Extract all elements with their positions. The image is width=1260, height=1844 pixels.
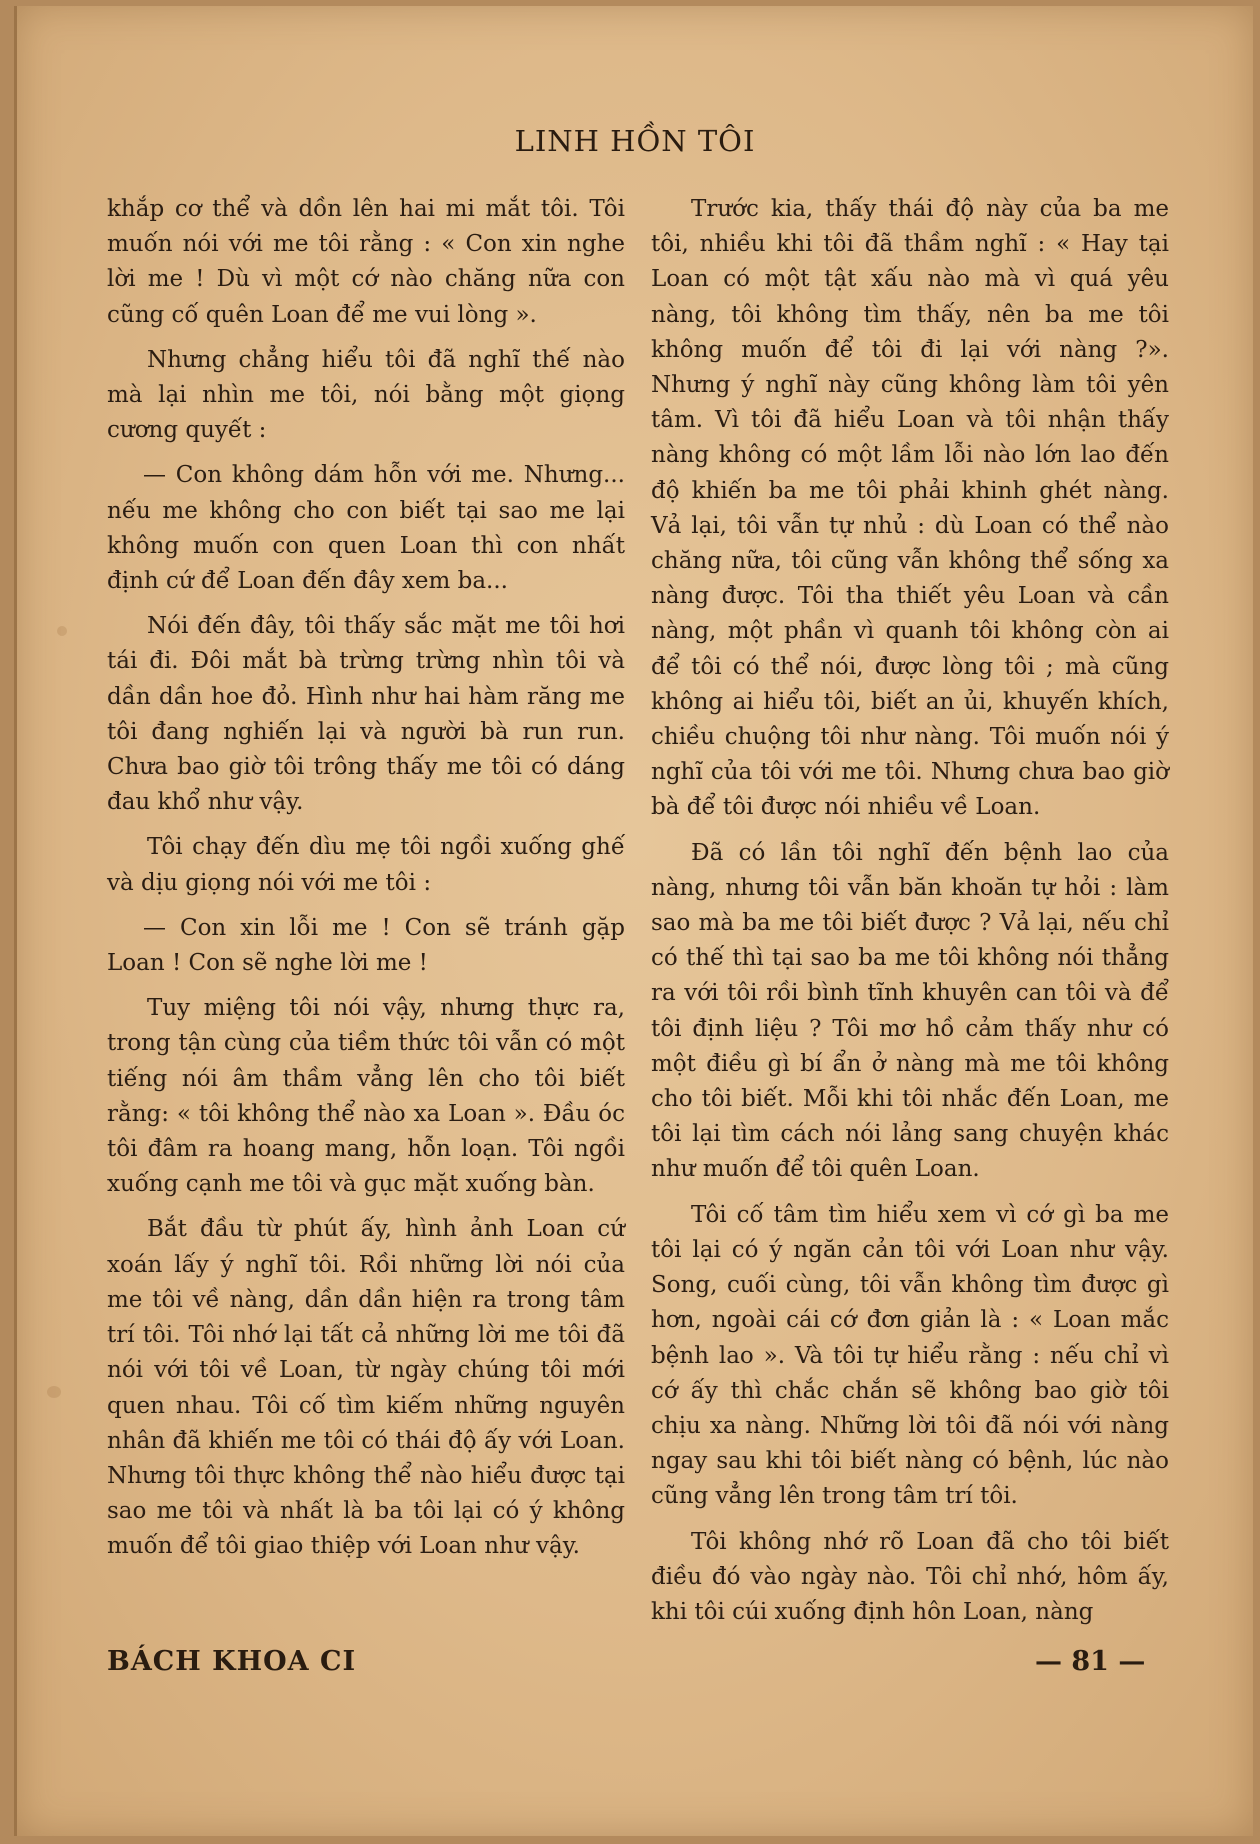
- paragraph: khắp cơ thể và dồn lên hai mi mắt tôi. Tôi muốn nói với me tôi rằng : « Con xin nghe lời me ! Dù vì một cớ nào chăng nữa con cũng cố quên Loan để me vui lòng ».: [107, 196, 625, 328]
- paragraph: Tôi cố tâm tìm hiểu xem vì cớ gì ba me tôi lại có ý ngăn cản tôi với Loan như vậy. Song, cuối cùng, tôi vẫn không tìm được gì hơn, ngoài cái cớ đơn giản là : « Loan mắc bệnh lao ». Và tôi tự hiểu rằng : nếu chỉ vì cớ ấy thì chắc chắn sẽ không bao giờ tôi chịu xa nàng. Những lời tôi đã nói với nàng ngay sau khi tôi biết nàng có bệnh, lúc nào cũng vẳng lên trong tâm trí tôi.: [651, 1201, 1169, 1510]
- paragraph: Nói đến đây, tôi thấy sắc mặt me tôi hơi tái đi. Đôi mắt bà trừng trừng nhìn tôi và dần dần hoe đỏ. Hình như hai hàm răng me tôi đang nghiến lại và người bà run run. Chưa bao giờ tôi trông thấy me tôi có dáng đau khổ như vậy.: [107, 613, 625, 816]
- paragraph: Đã có lần tôi nghĩ đến bệnh lao của nàng, nhưng tôi vẫn băn khoăn tự hỏi : làm sao mà ba me tôi biết được ? Vả lại, nếu chỉ có thế thì tại sao ba me tôi không nói thẳng ra với tôi rồi bình tĩnh khuyên can tôi và để tôi định liệu ? Tôi mơ hồ cảm thấy như có một điều gì bí ẩn ở nàng mà me tôi không cho tôi biết. Mỗi khi tôi nhắc đến Loan, me tôi lại tìm cách nói lảng sang chuyện khác như muốn để tôi quên Loan.: [651, 839, 1169, 1183]
- paragraph: Tuy miệng tôi nói vậy, nhưng thực ra, trong tận cùng của tiềm thức tôi vẫn có một tiếng nói âm thầm vẳng lên cho tôi biết rằng: « tôi không thể nào xa Loan ». Đầu óc tôi đâm ra hoang mang, hỗn loạn. Tôi ngồi xuống cạnh me tôi và gục mặt xuống bàn.: [107, 995, 625, 1198]
- paragraph: Tôi không nhớ rõ Loan đã cho tôi biết điều đó vào ngày nào. Tôi chỉ nhớ, hôm ấy, khi tôi cúi xuống định hôn Loan, nàng: [651, 1528, 1169, 1625]
- paragraph: Trước kia, thấy thái độ này của ba me tôi, nhiều khi tôi đã thầm nghĩ : « Hay tại Loan có một tật xấu nào mà vì quá yêu nàng, tôi không tìm thấy, nên ba me tôi không muốn để tôi đi lại với nàng ?». Nhưng ý nghĩ này cũng không làm tôi yên tâm. Vì tôi đã hiểu Loan và tôi nhận thấy nàng không có một lầm lỗi nào lớn lao đến độ khiến ba me tôi phải khinh ghét nàng. Vả lại, tôi vẫn tự nhủ : dù Loan có thể nào chăng nữa, tôi cũng vẫn không thể sống xa nàng được. Tôi tha thiết yêu Loan và cần nàng, một phần vì quanh tôi không còn ai để tôi có thể nói, được lòng tôi ; mà cũng không ai hiểu tôi, biết an ủi, khuyến khích, chiều chuộng tôi như nàng. Tôi muốn nói ý nghĩ của tôi với me tôi. Nhưng chưa bao giờ bà để tôi được nói nhiều về Loan.: [651, 196, 1169, 821]
- dialogue-paragraph: — Con xin lỗi me ! Con sẽ tránh gặp Loan ! Con sẽ nghe lời me !: [107, 914, 625, 977]
- running-header: LINH HỒN TÔI: [514, 124, 756, 158]
- magazine-page: [14, 6, 1253, 1836]
- paper-stain: [57, 626, 67, 636]
- paper-stain: [47, 1386, 61, 1398]
- left-column: [107, 192, 625, 1575]
- paragraph: Tôi chạy đến dìu mẹ tôi ngồi xuống ghế và dịu giọng nói với me tôi :: [107, 834, 625, 896]
- paragraph: Bắt đầu từ phút ấy, hình ảnh Loan cứ xoán lấy ý nghĩ tôi. Rồi những lời nói của me tôi về nàng, dần dần hiện ra trong tâm trí tôi. Tôi nhớ lại tất cả những lời me tôi đã nói với tôi về Loan, từ ngày chúng tôi mới quen nhau. Tôi cố tìm kiếm những nguyên nhân đã khiến me tôi có thái độ ấy với Loan. Nhưng tôi thực không thể nào hiểu được tại sao me tôi và nhất là ba tôi lại có ý không muốn để tôi giao thiệp với Loan như vậy.: [107, 1216, 625, 1560]
- magazine-name: BÁCH KHOA CI: [107, 1646, 357, 1677]
- dialogue-paragraph: — Con không dám hỗn với me. Nhưng... nếu me không cho con biết tại sao me lại không muốn con quen Loan thì con nhất định cứ để Loan đến đây xem ba...: [107, 462, 625, 595]
- page-number: — 81 —: [1035, 1646, 1146, 1677]
- right-column: [651, 192, 1169, 1640]
- paragraph: Nhưng chẳng hiểu tôi đã nghĩ thế nào mà lại nhìn me tôi, nói bằng một giọng cương quyết :: [107, 346, 625, 444]
